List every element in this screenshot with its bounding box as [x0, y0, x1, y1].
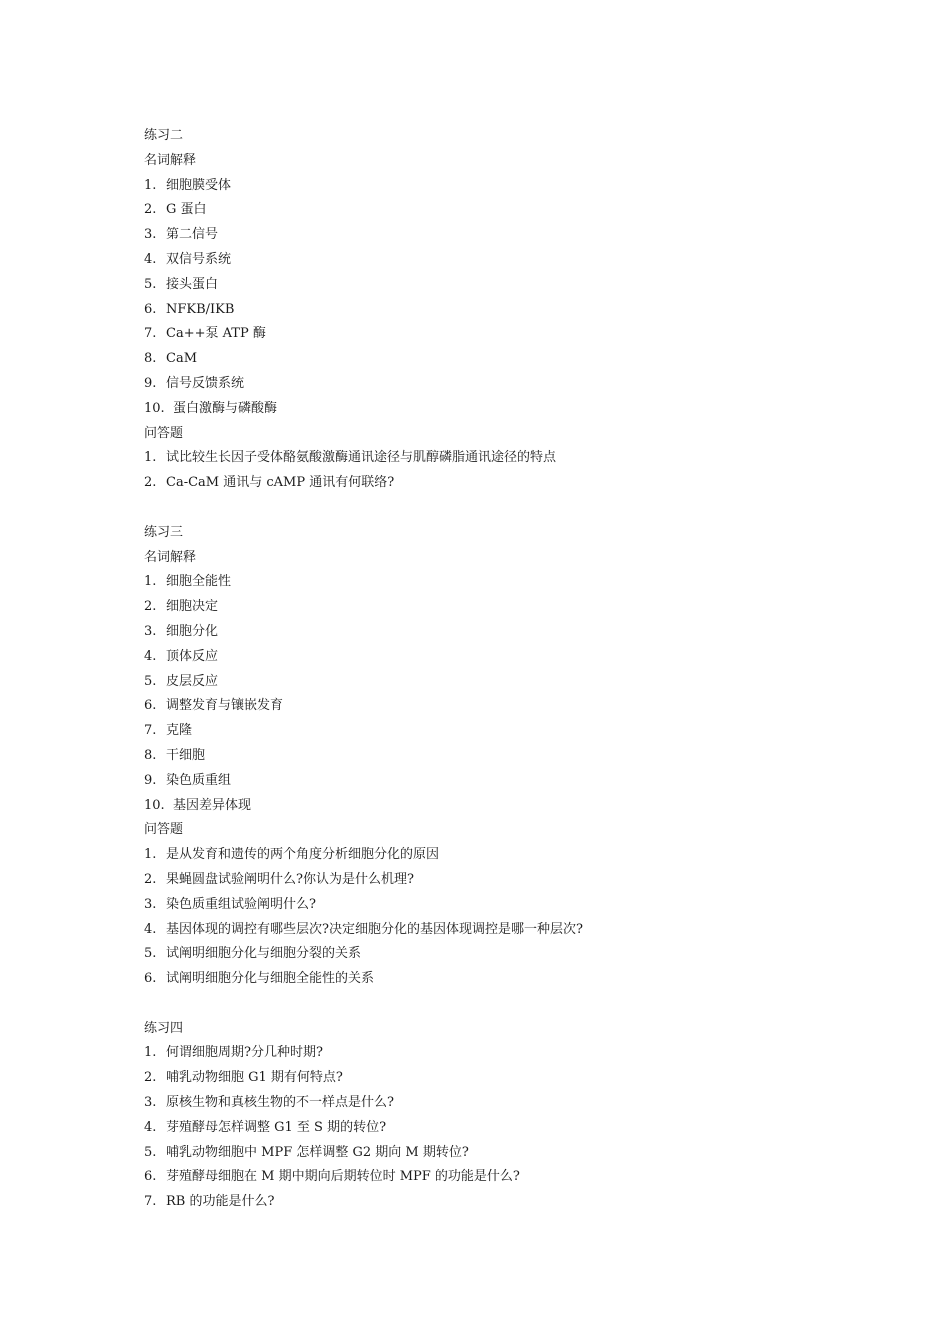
list-item: 6. 试阐明细胞分化与细胞全能性的关系 [144, 971, 375, 987]
list-item: 8. 干细胞 [144, 747, 206, 763]
list-item: 9. 染色质重组 [144, 772, 232, 788]
exercise-3-title: 练习三 [144, 524, 184, 540]
list-item: 6. 芽殖酵母细胞在 M 期中期向后期转位时 MPF 的功能是什么? [144, 1169, 520, 1185]
section-gap [144, 992, 864, 1017]
exercise-2-qa-heading: 问答题 [144, 425, 184, 441]
list-item: 2. 细胞决定 [144, 599, 219, 615]
list-item: 4. 双信号系统 [144, 251, 232, 267]
list-item: 7. RB 的功能是什么? [144, 1194, 275, 1210]
list-item: 5. 皮层反应 [144, 673, 219, 689]
list-item: 3. 细胞分化 [144, 623, 219, 639]
list-item: 6. 调整发育与镶嵌发育 [144, 698, 284, 714]
list-item: 7. Ca++泵 ATP 酶 [144, 326, 266, 342]
list-item: 3. 染色质重组试验阐明什么? [144, 896, 316, 912]
list-item: 10. 蛋白激酶与磷酸酶 [144, 400, 278, 416]
list-item: 2. Ca-CaM 通讯与 cAMP 通讯有何联络? [144, 475, 395, 491]
list-item: 2. G 蛋白 [144, 202, 207, 218]
list-item: 4. 顶体反应 [144, 648, 219, 664]
exercise-3-terms-heading: 名词解释 [144, 549, 197, 565]
list-item: 2. 哺乳动物细胞 G1 期有何特点? [144, 1070, 343, 1086]
list-item: 1. 细胞膜受体 [144, 177, 232, 193]
list-item: 4. 基因体现的调控有哪些层次?决定细胞分化的基因体现调控是哪一种层次? [144, 921, 583, 937]
list-item: 5. 接头蛋白 [144, 276, 219, 292]
list-item: 2. 果蝇圆盘试验阐明什么?你认为是什么机理? [144, 871, 414, 887]
list-item: 6. NFKB/IKB [144, 301, 235, 317]
list-item: 3. 原核生物和真核生物的不一样点是什么? [144, 1095, 394, 1111]
exercise-4-title: 练习四 [144, 1020, 184, 1036]
exercise-2-title: 练习二 [144, 128, 184, 143]
list-item: 5. 哺乳动物细胞中 MPF 怎样调整 G2 期向 M 期转位? [144, 1144, 469, 1160]
list-item: 1. 是从发育和遗传的两个角度分析细胞分化的原因 [144, 847, 440, 863]
section-gap [144, 496, 864, 521]
list-item: 3. 第二信号 [144, 227, 219, 243]
list-item: 10. 基因差异体现 [144, 797, 252, 813]
list-item: 1. 试比较生长因子受体酪氨酸激酶通讯途径与肌醇磷脂通讯途径的特点 [144, 450, 557, 466]
list-item: 1. 细胞全能性 [144, 574, 232, 590]
list-item: 9. 信号反馈系统 [144, 375, 245, 391]
list-item: 4. 芽殖酵母怎样调整 G1 至 S 期的转位? [144, 1119, 387, 1135]
list-item: 5. 试阐明细胞分化与细胞分裂的关系 [144, 946, 362, 962]
exercise-2-terms-heading: 名词解释 [144, 152, 197, 168]
list-item: 8. CaM [144, 351, 198, 367]
exercise-3-qa-heading: 问答题 [144, 822, 184, 838]
document-content [144, 124, 864, 1215]
list-item: 7. 克隆 [144, 723, 193, 739]
list-item: 1. 何谓细胞周期?分几种时期? [144, 1045, 323, 1061]
